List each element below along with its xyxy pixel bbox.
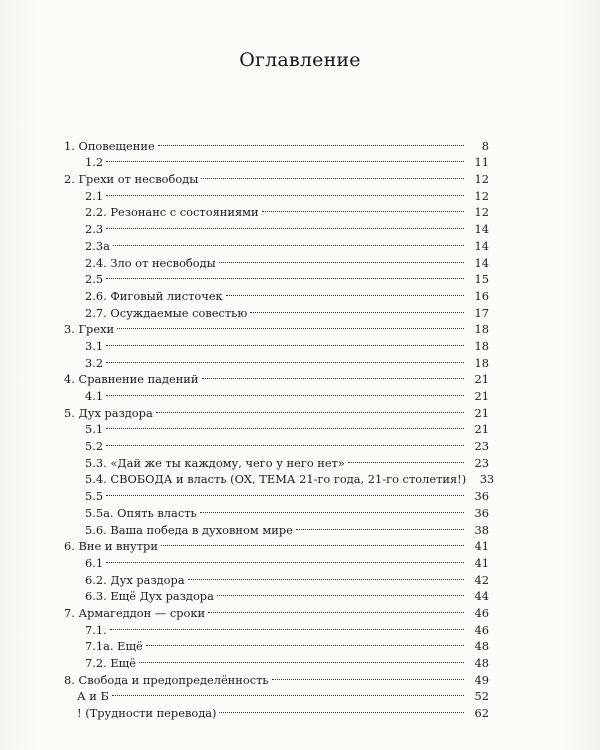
toc-entry — [64, 300, 489, 320]
dot-leader — [106, 433, 464, 450]
toc-entry-page-number: 46 — [474, 605, 489, 620]
toc-entry-label: 6.3. Ещё Дух раздора — [85, 589, 214, 604]
toc-entry-page-number: 52 — [474, 689, 489, 704]
toc-entry-label: 2.6. Фиговый листочек — [85, 288, 223, 303]
dot-leader — [117, 317, 464, 334]
toc-entry-label: 7.1а. Ещё — [85, 639, 143, 654]
toc-entry — [64, 250, 489, 270]
dot-leader — [113, 233, 464, 250]
dot-leader — [219, 250, 464, 267]
toc-entry-label: 2.5 — [85, 272, 104, 287]
dot-leader — [200, 500, 464, 517]
toc-entry-page-number: 42 — [474, 572, 489, 587]
toc-entry-page-number: 21 — [474, 405, 489, 420]
toc-entry-page-number: 17 — [474, 305, 489, 320]
toc-entry-page-number: 36 — [474, 489, 489, 504]
toc-entry — [64, 233, 489, 253]
toc-entry-label: 2.2. Резонанс с состояниями — [85, 205, 259, 220]
dot-leader — [110, 617, 464, 634]
toc-entry-page-number: 12 — [474, 172, 489, 187]
dot-leader — [106, 550, 464, 567]
dot-leader — [348, 450, 464, 467]
dot-leader — [106, 483, 464, 500]
dot-leader — [106, 216, 464, 233]
toc-entry-label: 5.1 — [85, 422, 104, 437]
toc-entry-label: 5.5 — [85, 489, 104, 504]
toc-entry-label: 1.2 — [85, 155, 104, 170]
toc-entry-label: 3.1 — [85, 338, 104, 353]
toc-entry-page-number: 12 — [474, 205, 489, 220]
dot-leader — [106, 183, 464, 200]
dot-leader — [201, 166, 464, 183]
toc-entry-label: А и Б — [77, 689, 109, 704]
toc-entry — [64, 433, 489, 454]
toc-entry — [64, 634, 489, 654]
toc-entry-label: 5.2 — [85, 439, 104, 454]
toc-entry-label: 3.2 — [85, 355, 104, 370]
dot-leader — [226, 283, 464, 300]
toc-entry — [64, 550, 489, 570]
toc-entry — [64, 367, 489, 387]
toc-entry — [64, 534, 489, 554]
toc-entry-page-number: 14 — [474, 238, 489, 253]
dot-leader — [272, 667, 464, 684]
toc-entry-label: 2.3а — [85, 238, 110, 253]
dot-leader — [202, 367, 465, 384]
toc-entry-page-number: 15 — [474, 272, 489, 287]
dot-leader — [219, 700, 464, 717]
toc-entry-page-number: 46 — [474, 622, 489, 637]
toc-entry — [64, 600, 489, 620]
toc-entry-page-number: 21 — [474, 389, 489, 403]
dot-leader — [112, 684, 464, 701]
dot-leader — [158, 133, 464, 150]
dot-leader — [106, 333, 464, 350]
toc-entry-page-number: 8 — [481, 138, 489, 153]
toc-entry-label: 6. Вне и внутри — [64, 539, 158, 554]
toc-entry-page-number: 49 — [474, 672, 489, 687]
toc-entry-label: 5.6. Ваша победа в духовном мире — [85, 522, 293, 537]
toc-entry-page-number: 14 — [474, 222, 489, 237]
toc-entry-page-number: 62 — [474, 706, 489, 721]
toc-entry — [64, 183, 489, 203]
toc-entry — [64, 166, 489, 187]
toc-entry-page-number: 11 — [474, 155, 489, 170]
toc-entry-page-number: 18 — [474, 322, 489, 337]
dot-leader — [262, 200, 464, 217]
toc-entry-page-number: 18 — [474, 355, 489, 370]
toc-entry — [64, 467, 495, 487]
toc-entry — [64, 584, 489, 604]
dot-leader — [250, 300, 464, 317]
toc-entry — [64, 517, 489, 537]
toc-entry-page-number: 44 — [474, 589, 489, 604]
dot-leader — [106, 350, 464, 367]
toc-entry — [64, 567, 489, 587]
toc-entry-label: ! (Трудности перевода) — [77, 706, 217, 721]
toc-entry-page-number: 18 — [474, 338, 489, 353]
toc-entry-page-number: 23 — [474, 439, 489, 454]
table-of-contents — [64, 133, 495, 721]
toc-entry — [64, 200, 489, 220]
toc-entry-label: 8. Свобода и предопределённость — [64, 672, 269, 687]
dot-leader — [106, 150, 464, 167]
toc-entry-label: 2.7. Осуждаемые совестью — [85, 305, 248, 320]
dot-leader — [161, 534, 464, 551]
toc-entry — [64, 700, 489, 721]
toc-entry-page-number: 41 — [474, 555, 489, 570]
toc-entry — [64, 150, 489, 170]
dot-leader — [146, 634, 464, 651]
dot-leader — [296, 517, 464, 534]
toc-entry — [64, 133, 489, 153]
toc-entry-page-number: 48 — [474, 656, 489, 670]
dot-leader — [139, 650, 464, 667]
toc-entry-label: 1. Оповещение — [64, 138, 155, 153]
toc-entry — [64, 650, 489, 670]
dot-leader — [208, 600, 464, 617]
toc-entry — [64, 483, 489, 504]
toc-entry-label: 3. Грехи — [64, 322, 115, 337]
toc-entry — [64, 500, 489, 520]
toc-entry-label: 2.1 — [85, 188, 104, 203]
toc-entry — [64, 400, 489, 420]
toc-entry-page-number: 23 — [474, 455, 489, 470]
toc-entry-label: 7.2. Ещё — [85, 656, 137, 670]
toc-entry — [64, 267, 489, 287]
page-title: Оглавление — [239, 49, 361, 71]
toc-entry-label: 4. Сравнение падений — [64, 372, 199, 387]
toc-entry-page-number: 12 — [474, 188, 489, 203]
toc-entry-page-number: 21 — [474, 422, 489, 437]
toc-entry-label: 2.4. Зло от несвободы — [85, 255, 216, 270]
toc-entry-label: 2.3 — [85, 222, 104, 237]
dot-leader — [156, 400, 464, 417]
toc-entry-label: 2. Грехи от несвободы — [64, 172, 199, 187]
toc-entry — [64, 317, 489, 337]
toc-entry-page-number: 38 — [474, 522, 489, 537]
toc-entry-page-number: 21 — [474, 372, 489, 387]
toc-entry-page-number: 33 — [479, 472, 495, 487]
toc-entry — [64, 684, 489, 704]
toc-entry-label: 5.3. «Дай же ты каждому, чего у него нет» — [85, 455, 345, 470]
dot-leader — [106, 417, 464, 434]
toc-entry — [64, 450, 489, 470]
toc-entry-page-number: 41 — [474, 539, 489, 554]
toc-entry — [64, 283, 489, 303]
toc-entry — [64, 383, 489, 403]
toc-entry-label: 6.1 — [85, 555, 104, 570]
toc-entry-label: 6.2. Дух раздора — [85, 572, 185, 587]
toc-entry — [64, 617, 489, 637]
toc-entry-label: 7. Армагеддон — сроки — [64, 605, 206, 620]
dot-leader — [106, 383, 464, 400]
toc-entry — [64, 417, 489, 437]
toc-entry-label: 5.4. СВОБОДА и власть (ОХ, ТЕМА 21-го года, 21-го столетия!) — [85, 472, 467, 487]
toc-entry — [64, 667, 489, 687]
dot-leader — [217, 584, 464, 601]
toc-entry — [64, 350, 489, 370]
toc-entry-page-number: 14 — [474, 255, 489, 270]
toc-entry-page-number: 16 — [474, 288, 489, 303]
toc-entry-page-number: 48 — [474, 639, 489, 654]
toc-entry-page-number: 36 — [474, 505, 489, 520]
dot-leader — [106, 267, 464, 284]
toc-entry-label: 5. Дух раздора — [64, 405, 153, 420]
toc-entry-label: 4.1 — [85, 389, 104, 403]
toc-entry — [64, 216, 489, 237]
toc-entry-label: 5.5а. Опять власть — [85, 505, 197, 520]
toc-entry-label: 7.1. — [85, 622, 107, 637]
toc-entry — [64, 333, 489, 353]
dot-leader — [188, 567, 464, 584]
